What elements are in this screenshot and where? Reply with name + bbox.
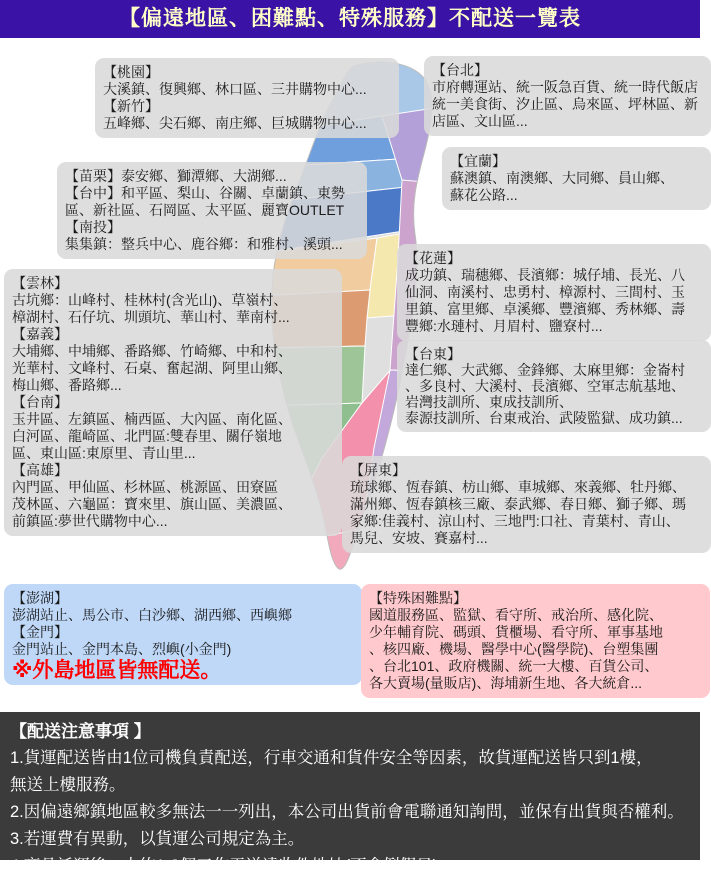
text-line: 前鎮區:夢世代購物中心...	[12, 513, 168, 529]
text-line: 【台北】	[432, 62, 488, 78]
text-line: 、台北101、政府機關、統一大樓、百貨公司、	[369, 658, 659, 674]
text-line: 【新竹】	[103, 98, 159, 114]
text-line: 【金門】	[12, 624, 68, 640]
text-line: 【桃園】	[103, 64, 159, 80]
text-line: 各大賣場(量販店)、海埔新生地、各大統倉...	[369, 675, 642, 691]
text-line: 店區、文山區...	[432, 113, 528, 129]
text-line: 內門區、甲仙區、杉林區、桃源區、田寮區	[12, 479, 278, 495]
text-line: 集集鎮：整兵中心、鹿谷鄉：和雅村、溪頭...	[65, 236, 343, 252]
text-line: 五峰鄉、尖石鄉、南庄鄉、巨城購物中心...	[103, 115, 367, 131]
delivery-notes-list	[10, 745, 690, 880]
text-line: 【宜蘭】	[450, 153, 506, 169]
text-line: 3.若運費有異動，以貨運公司規定為主。	[10, 830, 305, 848]
region-box-penghu-kinmen	[4, 584, 362, 685]
text-line: 無送上樓服務。	[10, 776, 126, 794]
text-line: 泰源技訓所、台東戒治、武陵監獄、成功鎮...	[405, 410, 683, 426]
text-line: 【台南】	[12, 394, 68, 410]
region-box-pingtung	[342, 456, 711, 553]
text-line: 蘇花公路...	[450, 187, 518, 203]
text-line: 【苗栗】泰安鄉、獅潭鄉、大湖鄉...	[65, 168, 287, 184]
text-line: 【台東】	[405, 346, 461, 362]
text-line: 【高雄】	[12, 462, 68, 478]
text-line: 、核四廠、機場、醫學中心(醫學院)、台塑集團	[369, 641, 659, 657]
text-line: 梅山鄉、番路鄉...	[12, 377, 122, 393]
delivery-notes-section	[0, 712, 700, 875]
text-line: 1.貨運配送皆由1位司機負責配送，行車交通和貨件安全等因素，故貨運配送皆只到1樓，	[10, 749, 653, 767]
text-line: 國道服務區、監獄、看守所、戒治所、感化院、	[369, 607, 663, 623]
text-line: 金門站止、金門本島、烈嶼(小金門)	[12, 641, 232, 657]
text-line: 【台中】和平區、梨山、谷關、卓蘭鎮、東勢	[65, 185, 345, 201]
text-line: 統一美食街、汐止區、烏來區、坪林區、新	[432, 96, 698, 112]
text-line: 大埔鄉、中埔鄉、番路鄉、竹崎鄉、中和村、	[12, 343, 292, 359]
text-line: 市府轉運站、統一阪急百貨、統一時代飯店	[432, 79, 698, 95]
text-line: 【特殊困難點】	[369, 590, 467, 606]
text-line: 【雲林】	[12, 275, 68, 291]
text-line: 【花蓮】	[405, 250, 461, 266]
text-line: 、多良村、大溪村、長濱鄉、空軍志航基地、	[405, 378, 685, 394]
region-box-taitung	[397, 340, 711, 432]
text-line: 茂林區、六龜區：寶來里、旗山區、美濃區、	[12, 496, 292, 512]
text-line: 光華村、文峰村、石桌、奮起湖、阿里山鄉、	[12, 360, 292, 376]
text-line: 家鄉:佳義村、涼山村、三地門:口社、青葉村、青山、	[350, 513, 680, 529]
text-line: 【南投】	[65, 219, 121, 235]
text-line: 玉井區、左鎮區、楠西區、大內區、南化區、	[12, 411, 292, 427]
text-line: 大溪鎮、復興鄉、林口區、三井購物中心...	[103, 81, 367, 97]
text-line: 豐鄉:水璉村、月眉村、鹽寮村...	[405, 318, 603, 334]
text-line: 白河區、龍崎區、北門區:雙春里、關仔嶺地	[12, 428, 282, 444]
text-line: 2.因偏遠鄉鎮地區較多無法一一列出，本公司出貨前會電聯通知詢問，並保有出貨與否權利。	[10, 803, 684, 821]
text-line: 4.商品託運後，大約1-3個工作天送達收件地址(不含例假日)。	[10, 857, 455, 875]
special-difficult-points-box	[361, 584, 710, 698]
text-line: 滿州鄉、恆春鎮核三廠、泰武鄉、春日鄉、獅子鄉、瑪	[350, 496, 686, 512]
text-line: 【屏東】	[350, 462, 406, 478]
text-line: 樟湖村、石仔坑、圳頭坑、華山村、華南村...	[12, 309, 290, 325]
penghu-kinmen-lines	[12, 590, 354, 658]
region-box-miaoli-taichung-nantou	[57, 162, 367, 259]
text-line: 少年輔育院、碼頭、貨櫃場、看守所、軍事基地	[369, 624, 663, 640]
text-line: 區、新社區、石岡區、太平區、麗寶OUTLET	[65, 202, 345, 218]
region-box-yilan	[442, 147, 711, 210]
region-box-taipei	[424, 56, 711, 136]
text-line: 【嘉義】	[12, 326, 68, 342]
text-line: 古坑鄉：山峰村、桂林村(含光山)、草嶺村、	[12, 292, 288, 308]
text-line: 區、東山區:東原里、青山里...	[12, 445, 196, 461]
region-box-hualien	[397, 244, 711, 341]
text-line: 里鎮、富里鄉、卓溪鄉、豐濱鄉、秀林鄉、壽	[405, 301, 685, 317]
no-delivery-warning: ※外島地區皆無配送。	[12, 659, 222, 682]
text-line: 達仁鄉、大武鄉、金鋒鄉、太麻里鄉：金崙村	[405, 362, 685, 378]
text-line: 琉球鄉、恆春鎮、枋山鄉、車城鄉、來義鄉、牡丹鄉、	[350, 479, 686, 495]
text-line: 仙洞、南溪村、忠勇村、樟源村、三間村、玉	[405, 284, 685, 300]
text-line: 蘇澳鎮、南澳鄉、大同鄉、員山鄉、	[450, 170, 674, 186]
region-box-taoyuan-hsinchu	[95, 58, 399, 138]
text-line: 澎湖站止、馬公市、白沙鄉、湖西鄉、西嶼鄉	[12, 607, 292, 623]
region-box-yunlin-chiayi-tainan-kaohsiung	[4, 269, 342, 536]
text-line: 成功鎮、瑞穗鄉、長濱鄉：城仔埔、長光、八	[405, 267, 685, 283]
page-title: 【偏遠地區、困難點、特殊服務】不配送一覽表	[0, 0, 700, 38]
delivery-notes-title: 【配送注意事項 】	[10, 722, 151, 741]
text-line: 【澎湖】	[12, 590, 68, 606]
text-line: 馬兒、安坡、賽嘉村...	[350, 530, 488, 546]
text-line: 岩灣技訓所、東成技訓所、	[405, 394, 573, 410]
